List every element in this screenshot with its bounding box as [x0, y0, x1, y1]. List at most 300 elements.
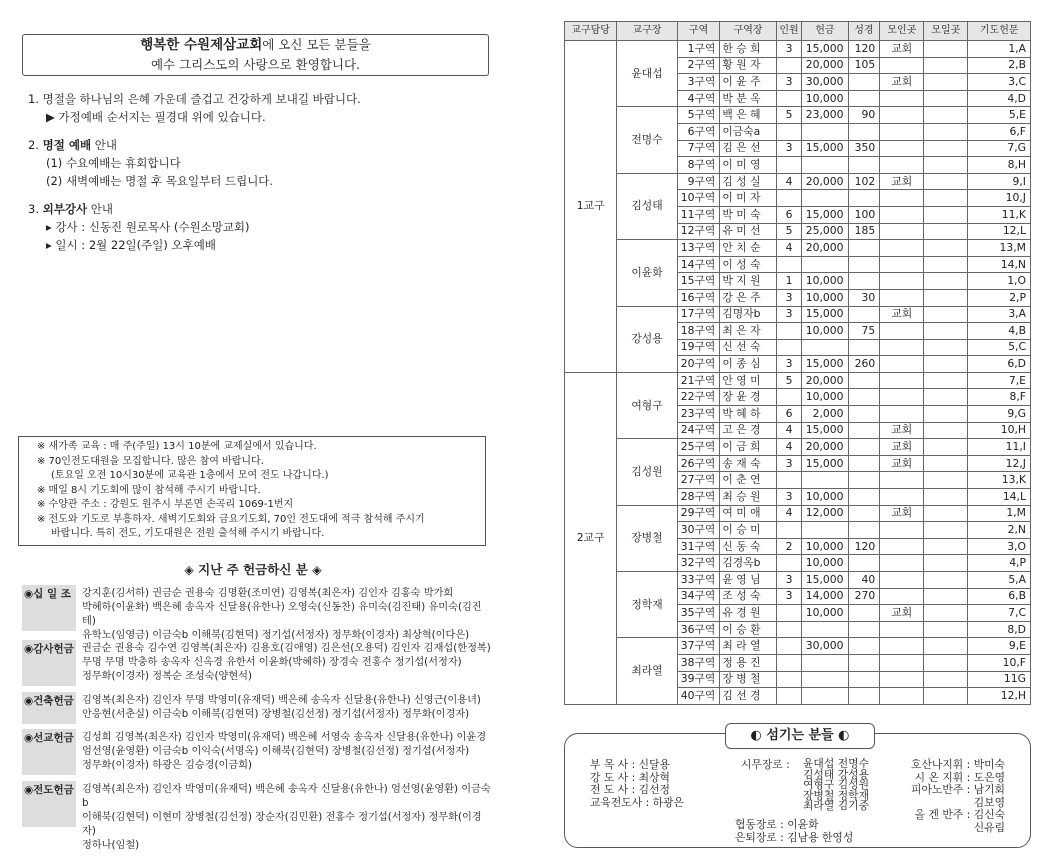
table-cell: 1,A: [968, 41, 1031, 58]
offering-thanks: [22, 640, 490, 686]
table-cell: 10,J: [968, 190, 1031, 207]
table-cell: [880, 223, 924, 240]
table-cell: [802, 157, 848, 174]
table-cell: [880, 289, 924, 306]
table-cell: 24구역: [677, 422, 720, 439]
welcome-line2: 예수 그리스도의 사랑으로 환영합니다.: [150, 57, 361, 72]
table-cell: 36구역: [677, 621, 720, 638]
table-cell: [924, 621, 968, 638]
table-cell: [776, 90, 802, 107]
table-cell: 14,L: [968, 489, 1031, 506]
leader-cell: 김성태: [617, 173, 677, 239]
table-cell: [802, 472, 848, 489]
table-cell: 100: [848, 206, 880, 223]
table-cell: [802, 190, 848, 207]
table-cell: 박 지 원: [720, 273, 776, 290]
table-cell: 유 미 선: [720, 223, 776, 240]
table-cell: [848, 654, 880, 671]
table-cell: [802, 522, 848, 539]
table-cell: 15,000: [802, 455, 848, 472]
offering-building: [22, 692, 490, 724]
table-cell: 12구역: [677, 223, 720, 240]
table-cell: 32구역: [677, 555, 720, 572]
table-cell: 교회: [880, 173, 924, 190]
table-cell: 26구역: [677, 455, 720, 472]
col-header: 성경: [848, 22, 880, 41]
table-cell: 11G: [968, 671, 1031, 688]
table-cell: [924, 406, 968, 423]
table-cell: 5: [776, 107, 802, 124]
table-cell: [880, 90, 924, 107]
staff-col-3: 호산나지휘 : 박미숙 시 온 지휘 : 도은영 피아노반주 : 남기회 김보영 올 겐 반주 : 김신숙 신유림: [911, 758, 1005, 834]
table-cell: 75: [848, 323, 880, 340]
welcome-box: [22, 34, 489, 76]
table-cell: [924, 472, 968, 489]
col-header: 인원: [776, 22, 802, 41]
col-header: 교구장: [617, 22, 677, 41]
table-cell: 25구역: [677, 439, 720, 456]
table-cell: 7,G: [968, 140, 1031, 157]
table-cell: [776, 190, 802, 207]
table-cell: 6: [776, 206, 802, 223]
notice-1: [28, 90, 488, 126]
table-cell: [924, 588, 968, 605]
table-cell: 30,000: [802, 74, 848, 91]
table-cell: [924, 306, 968, 323]
table-cell: 김 은 선: [720, 140, 776, 157]
table-cell: 260: [848, 356, 880, 373]
table-cell: 장 윤 경: [720, 389, 776, 406]
table-cell: [924, 223, 968, 240]
table-cell: [848, 190, 880, 207]
table-cell: [848, 688, 880, 705]
table-cell: 이금숙a: [720, 123, 776, 140]
table-cell: 이 미 영: [720, 157, 776, 174]
table-cell: [776, 389, 802, 406]
table-cell: [924, 671, 968, 688]
table-cell: 안 영 미: [720, 372, 776, 389]
table-cell: 윤 영 님: [720, 572, 776, 589]
table-cell: 김 성 실: [720, 173, 776, 190]
table-cell: 6,D: [968, 356, 1031, 373]
table-cell: [924, 439, 968, 456]
notice-3: [28, 200, 488, 254]
table-cell: 김경옥b: [720, 555, 776, 572]
table-cell: [848, 505, 880, 522]
table-cell: [880, 206, 924, 223]
table-cell: 10구역: [677, 190, 720, 207]
table-cell: [880, 472, 924, 489]
leader-cell: 최라열: [617, 638, 677, 704]
table-cell: 10,000: [802, 489, 848, 506]
table-cell: [802, 654, 848, 671]
table-cell: 4: [776, 422, 802, 439]
table-cell: 90: [848, 107, 880, 124]
table-cell: [880, 190, 924, 207]
table-cell: [848, 621, 880, 638]
table-cell: [776, 671, 802, 688]
table-cell: [848, 123, 880, 140]
table-cell: 8,D: [968, 621, 1031, 638]
table-cell: 29구역: [677, 505, 720, 522]
leader-cell: 장병철: [617, 505, 677, 571]
table-cell: [924, 123, 968, 140]
table-cell: [924, 339, 968, 356]
table-cell: [880, 555, 924, 572]
table-cell: 4: [776, 439, 802, 456]
table-cell: 최 은 자: [720, 323, 776, 340]
table-cell: [924, 356, 968, 373]
notice-2: [28, 136, 488, 190]
staff-elders-label: 시무장로 :: [741, 758, 790, 771]
table-cell: 8,H: [968, 157, 1031, 174]
table-cell: [848, 522, 880, 539]
table-cell: 5,A: [968, 572, 1031, 589]
staff-title: ◐ 섬기는 분들 ◐: [725, 723, 875, 749]
table-cell: 14구역: [677, 256, 720, 273]
table-cell: 31구역: [677, 538, 720, 555]
table-cell: 20,000: [802, 439, 848, 456]
offering-names: 김성희 김영복(최은자) 김인자 박영미(유재덕) 백은혜 서영숙 송옥자 신달용(유한나) 이윤경 엄선영(윤영환) 이금숙b 이익숙(서명옥) 이해북(김현덕) 장병철(김선정) 정기섭(서정자) 정무화(이경자) 하광은 김승경(이금희): [82, 732, 487, 771]
table-cell: [848, 273, 880, 290]
table-row: [565, 107, 1031, 124]
notice-3-sub-1: ▸ 강사 : 신동진 원로목사 (수원소망교회): [46, 220, 250, 234]
table-cell: [880, 638, 924, 655]
table-cell: 3: [776, 588, 802, 605]
table-cell: [776, 339, 802, 356]
welcome-line1: 에 오신 모든 분들을: [262, 37, 371, 52]
table-cell: 4,D: [968, 90, 1031, 107]
table-cell: 23,000: [802, 107, 848, 124]
offerings-title: ◈ 지난 주 헌금하신 분 ◈: [184, 562, 322, 577]
table-cell: 2,B: [968, 57, 1031, 74]
table-cell: [848, 389, 880, 406]
table-cell: 10,000: [802, 323, 848, 340]
table-cell: [880, 356, 924, 373]
table-cell: 9,E: [968, 638, 1031, 655]
announcement-line: ※ 전도와 기도로 부흥하자. 새벽기도회와 금요기도회, 70인 전도대에 적극 참석해 주시기: [37, 513, 425, 525]
table-cell: [924, 74, 968, 91]
table-cell: 황 원 자: [720, 57, 776, 74]
announcement-line: (토요일 오전 10시30분에 교육관 1층에서 모여 전도 나갑니다.): [51, 470, 329, 481]
table-cell: 40: [848, 572, 880, 589]
notice-1-sub: ▶ 가정예배 순서지는 필경대 위에 있습니다.: [46, 110, 266, 124]
table-cell: 3,O: [968, 538, 1031, 555]
table-cell: [848, 455, 880, 472]
table-cell: 15,000: [802, 206, 848, 223]
table-cell: 조 성 숙: [720, 588, 776, 605]
table-cell: 이 금 희: [720, 439, 776, 456]
table-cell: [880, 688, 924, 705]
table-cell: 8,F: [968, 389, 1031, 406]
table-cell: 유 경 원: [720, 605, 776, 622]
table-cell: 안 치 순: [720, 240, 776, 257]
table-cell: 15,000: [802, 356, 848, 373]
table-cell: 14,N: [968, 256, 1031, 273]
table-cell: [924, 256, 968, 273]
table-cell: 4: [776, 173, 802, 190]
table-cell: [924, 323, 968, 340]
table-cell: 10,000: [802, 538, 848, 555]
table-cell: [924, 372, 968, 389]
table-cell: 25,000: [802, 223, 848, 240]
notice-3-sub-2: ▸ 일시 : 2월 22일(주일) 오후예배: [46, 238, 216, 252]
table-cell: 12,J: [968, 455, 1031, 472]
table-cell: [848, 439, 880, 456]
offering-label: ◉십 일 조: [22, 585, 76, 631]
table-cell: 4,B: [968, 323, 1031, 340]
leader-cell: 이윤화: [617, 240, 677, 306]
table-cell: 이 춘 연: [720, 472, 776, 489]
table-cell: [776, 57, 802, 74]
table-cell: 백 은 혜: [720, 107, 776, 124]
table-cell: [848, 406, 880, 423]
table-cell: 박 분 옥: [720, 90, 776, 107]
table-cell: [848, 638, 880, 655]
table-cell: 13,K: [968, 472, 1031, 489]
col-header: 헌금: [802, 22, 848, 41]
table-row: [565, 306, 1031, 323]
table-row: [565, 505, 1031, 522]
table-cell: [924, 505, 968, 522]
table-cell: 3,A: [968, 306, 1031, 323]
table-row: [565, 240, 1031, 257]
table-cell: 4구역: [677, 90, 720, 107]
offering-evangelism: [22, 781, 491, 851]
table-cell: [848, 306, 880, 323]
announcement-box: [18, 436, 486, 546]
table-cell: 22구역: [677, 389, 720, 406]
table-cell: [924, 455, 968, 472]
staff-assoc-elder: 협동장로 : 이윤화: [735, 818, 819, 831]
table-cell: 3: [776, 489, 802, 506]
table-cell: [802, 688, 848, 705]
table-cell: 12,000: [802, 505, 848, 522]
table-cell: 1,M: [968, 505, 1031, 522]
table-cell: [924, 107, 968, 124]
table-cell: 교회: [880, 455, 924, 472]
table-cell: 4,P: [968, 555, 1031, 572]
table-cell: [776, 654, 802, 671]
table-cell: 이 종 심: [720, 356, 776, 373]
table-cell: 3,C: [968, 74, 1031, 91]
table-cell: 고 은 경: [720, 422, 776, 439]
table-cell: 105: [848, 57, 880, 74]
table-cell: 15,000: [802, 140, 848, 157]
table-cell: 11,K: [968, 206, 1031, 223]
staff-col-1: 부 목 사 : 신달용 강 도 사 : 최상혁 전 도 사 : 김선정 교육전도사 : 하광은: [590, 758, 684, 809]
table-cell: 40구역: [677, 688, 720, 705]
notice-3-head: 3. 외부강사 안내: [28, 202, 113, 216]
table-cell: 27구역: [677, 472, 720, 489]
announcement-line: ※ 70인전도대원을 모집합니다. 많은 참여 바랍니다.: [37, 455, 264, 467]
table-row: [565, 638, 1031, 655]
offering-label: ◉감사헌금: [22, 640, 76, 686]
table-cell: [880, 273, 924, 290]
table-cell: [880, 572, 924, 589]
table-cell: [776, 688, 802, 705]
table-cell: 2,P: [968, 289, 1031, 306]
table-cell: [924, 90, 968, 107]
table-cell: 20,000: [802, 57, 848, 74]
col-header: 교구담당: [565, 22, 617, 41]
table-cell: 장 병 철: [720, 671, 776, 688]
table-cell: 11,I: [968, 439, 1031, 456]
table-cell: [802, 621, 848, 638]
table-cell: 한 승 희: [720, 41, 776, 58]
table-cell: 13,M: [968, 240, 1031, 257]
table-cell: [776, 522, 802, 539]
leader-cell: 윤대섭: [617, 41, 677, 107]
table-cell: [848, 90, 880, 107]
table-cell: 7구역: [677, 140, 720, 157]
table-cell: 35구역: [677, 605, 720, 622]
table-cell: [848, 240, 880, 257]
notice-2-sub-2: (2) 새벽예배는 명절 후 목요일부터 드립니다.: [46, 174, 274, 188]
table-cell: [924, 140, 968, 157]
table-cell: [924, 240, 968, 257]
table-cell: 1,O: [968, 273, 1031, 290]
table-cell: [924, 688, 968, 705]
table-cell: 7,E: [968, 372, 1031, 389]
table-cell: [776, 638, 802, 655]
col-header: 모일곳: [924, 22, 968, 41]
table-cell: 2: [776, 538, 802, 555]
table-cell: 12,H: [968, 688, 1031, 705]
table-cell: [848, 339, 880, 356]
table-cell: [880, 671, 924, 688]
table-cell: [802, 123, 848, 140]
table-cell: [924, 654, 968, 671]
table-cell: 15,000: [802, 41, 848, 58]
table-cell: 5: [776, 372, 802, 389]
table-cell: [880, 240, 924, 257]
offering-tithe: [22, 585, 490, 641]
leader-cell: 김성원: [617, 439, 677, 505]
table-cell: 15,000: [802, 306, 848, 323]
leader-cell: 정학재: [617, 572, 677, 638]
col-header: 구역: [677, 22, 720, 41]
table-cell: 30: [848, 289, 880, 306]
table-cell: 15구역: [677, 273, 720, 290]
table-cell: [880, 107, 924, 124]
offering-names: 김영복(최은자) 김인자 박영미(유재덕) 백은혜 송옥자 신달용(유한나) 엄선영(윤영환) 이금숙b 이해북(김현덕) 이현미 장병철(김선정) 장순자(김민환) 전홍수 정기섭(서정자) 정무화(이경자) 정하나(임철): [82, 784, 491, 851]
table-cell: 이 미 자: [720, 190, 776, 207]
offering-mission: [22, 729, 490, 775]
table-cell: 38구역: [677, 654, 720, 671]
table-cell: [880, 372, 924, 389]
table-cell: [880, 256, 924, 273]
table-cell: 교회: [880, 605, 924, 622]
table-cell: 10,000: [802, 90, 848, 107]
table-cell: [880, 140, 924, 157]
staff-elders: 윤대섭 전명수 김성태 강성용 여형구 김성원 장병철 정학재 최라열 김기중: [803, 757, 870, 812]
table-cell: 김명자b: [720, 306, 776, 323]
table-cell: 16구역: [677, 289, 720, 306]
table-cell: 4: [776, 240, 802, 257]
table-cell: [848, 256, 880, 273]
table-cell: 3: [776, 356, 802, 373]
table-cell: [880, 489, 924, 506]
table-cell: [802, 256, 848, 273]
table-cell: 신 선 숙: [720, 339, 776, 356]
table-cell: 37구역: [677, 638, 720, 655]
table-cell: 송 재 숙: [720, 455, 776, 472]
col-header: 모인곳: [880, 22, 924, 41]
table-cell: 교회: [880, 306, 924, 323]
table-cell: [880, 621, 924, 638]
table-cell: 김 선 경: [720, 688, 776, 705]
table-cell: 2,000: [802, 406, 848, 423]
table-cell: 9,G: [968, 406, 1031, 423]
table-cell: 이 승 환: [720, 621, 776, 638]
table-cell: 15,000: [802, 422, 848, 439]
table-cell: [776, 256, 802, 273]
table-row: [565, 372, 1031, 389]
table-cell: [924, 157, 968, 174]
table-cell: [880, 588, 924, 605]
table-cell: 3: [776, 455, 802, 472]
table-cell: [880, 522, 924, 539]
table-cell: [924, 605, 968, 622]
table-cell: [924, 57, 968, 74]
table-row: [565, 41, 1031, 58]
table-cell: 33구역: [677, 572, 720, 589]
table-cell: 18구역: [677, 323, 720, 340]
table-cell: 3: [776, 572, 802, 589]
table-cell: 강 은 주: [720, 289, 776, 306]
announcement-line: ※ 새가족 교육 : 매 주(주일) 13시 10분에 교제실에서 있습니다.: [37, 441, 317, 452]
offering-label: ◉선교헌금: [22, 729, 76, 775]
table-cell: [924, 489, 968, 506]
table-cell: [880, 123, 924, 140]
table-cell: [924, 572, 968, 589]
table-cell: 9,I: [968, 173, 1031, 190]
table-cell: 최 승 원: [720, 489, 776, 506]
table-cell: [924, 289, 968, 306]
table-cell: [924, 555, 968, 572]
table-cell: [776, 472, 802, 489]
table-cell: 270: [848, 588, 880, 605]
table-cell: 185: [848, 223, 880, 240]
table-cell: [880, 157, 924, 174]
table-cell: 10,H: [968, 422, 1031, 439]
table-cell: 3: [776, 74, 802, 91]
table-cell: 30구역: [677, 522, 720, 539]
table-cell: 5,C: [968, 339, 1031, 356]
table-cell: 350: [848, 140, 880, 157]
table-cell: 6,B: [968, 588, 1031, 605]
table-cell: 12,L: [968, 223, 1031, 240]
table-cell: 10,000: [802, 289, 848, 306]
leader-cell: 강성용: [617, 306, 677, 372]
table-cell: 3: [776, 41, 802, 58]
table-cell: [848, 671, 880, 688]
table-cell: 신 동 숙: [720, 538, 776, 555]
table-cell: 교회: [880, 439, 924, 456]
offering-names: 강지훈(김서하) 권금순 권용숙 김명환(조미연) 김영복(최은자) 김인자 김홍숙 박가희 박혜하(이윤화) 백은혜 송옥자 신달용(유한나) 오영숙(신동찬) 유미숙(김진태) 유미숙(김진테) 유학노(임영금) 이금숙b 이해북(김현덕) 정기섭(서정자) 정무화(이경자) 최상혁(이다은): [82, 588, 482, 641]
table-cell: 3: [776, 289, 802, 306]
offering-names: 권금순 권용숙 김수연 김영복(최은자) 김용호(김애영) 김은선(오용덕) 김인자 김재섭(한정복) 무명 무명 박충하 송옥자 신옥경 유한서 이윤화(박혜하) 장경숙 전홍수 정기섭(서정자) 정무화(이경자) 정복순 조성숙(양현석): [82, 643, 491, 682]
announcement-line: ※ 매일 8시 기도회에 많이 참석해 주시기 바랍니다.: [37, 484, 261, 496]
table-cell: 21구역: [677, 372, 720, 389]
table-cell: [880, 538, 924, 555]
table-cell: 9구역: [677, 173, 720, 190]
table-cell: [924, 190, 968, 207]
table-cell: 20구역: [677, 356, 720, 373]
table-cell: 11구역: [677, 206, 720, 223]
district-cell: 1교구: [565, 41, 617, 373]
